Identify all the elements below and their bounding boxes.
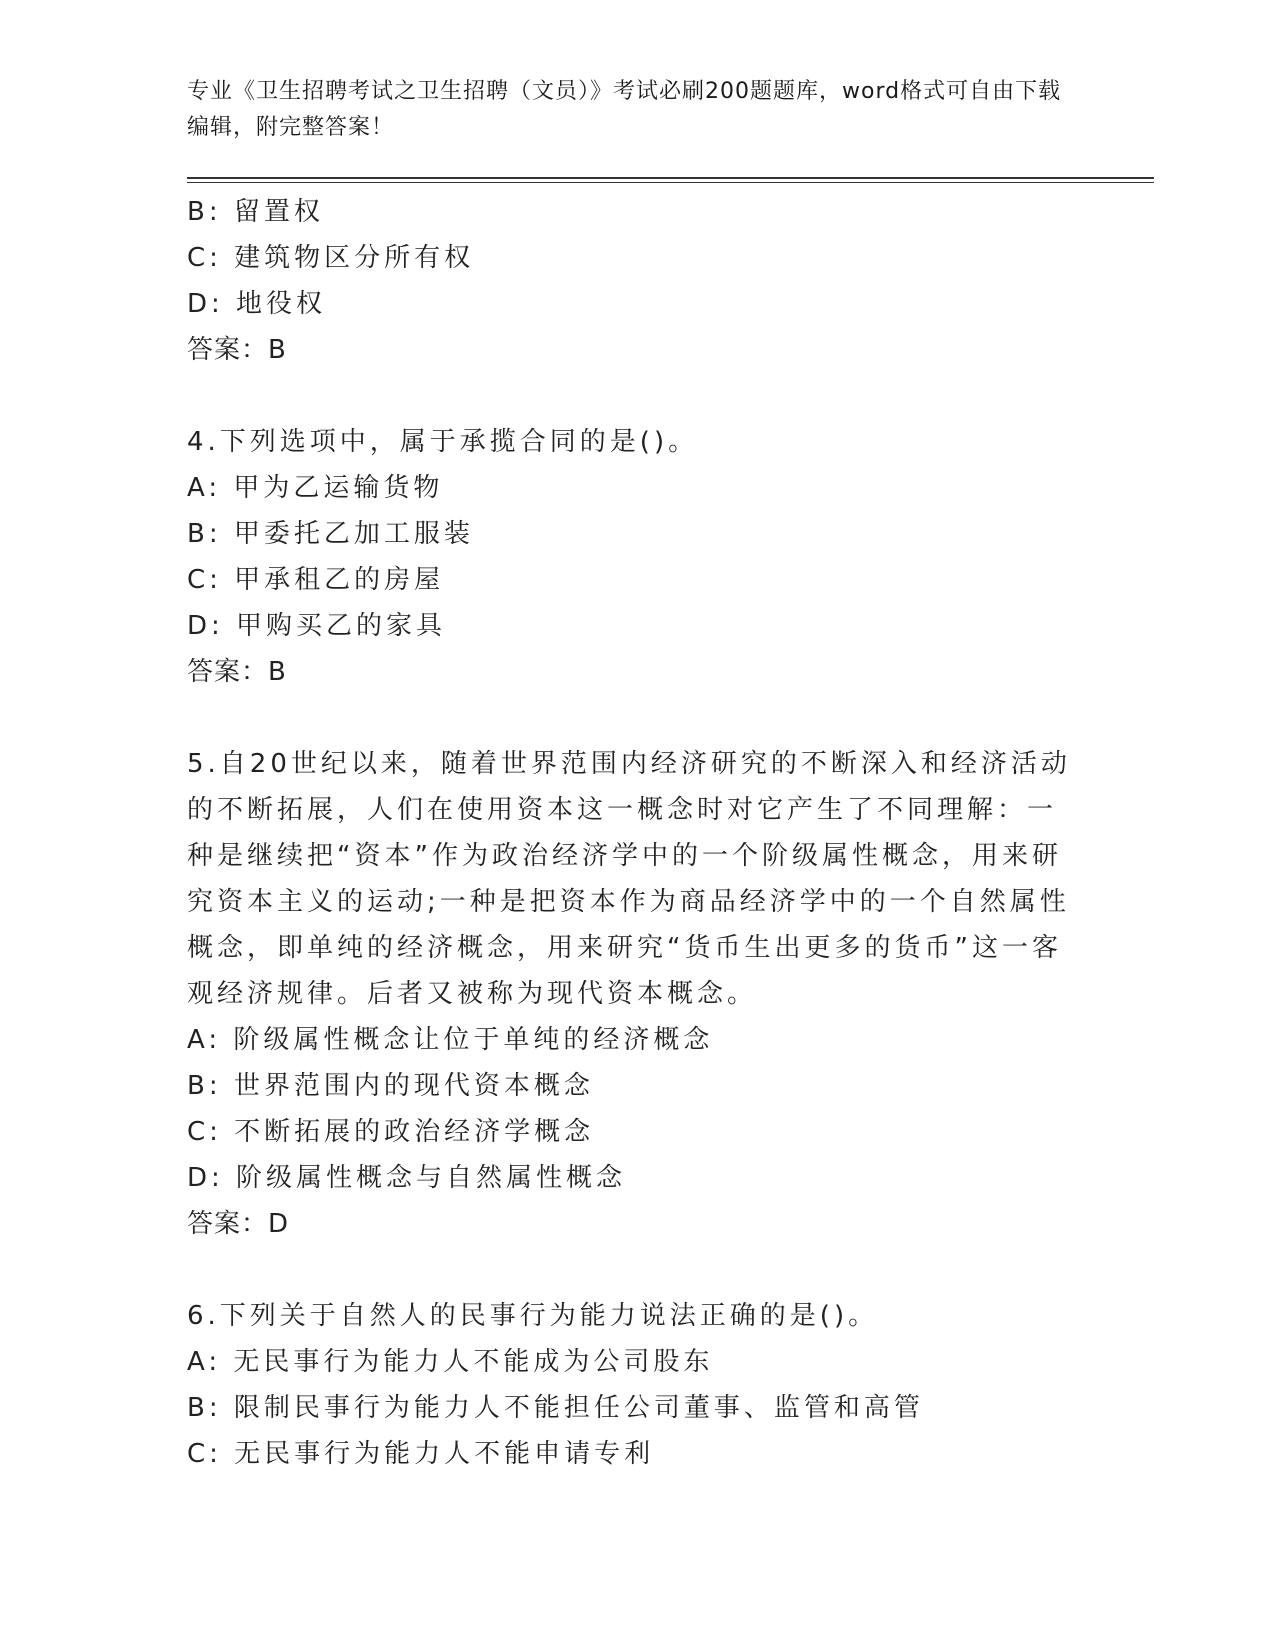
option-d: D: 地役权 [187, 289, 327, 319]
option-a: A: 甲为乙运输货物 [187, 473, 444, 503]
spacer [187, 1247, 1087, 1293]
option-d: D: 阶级属性概念与自然属性概念 [187, 1163, 627, 1193]
question-stem: 6.下列关于自然人的民事行为能力说法正确的是()。 [187, 1301, 879, 1331]
option-b: B: 甲委托乙加工服装 [187, 519, 474, 549]
answer-line: 答案：B [187, 657, 287, 687]
option-b: B: 限制民事行为能力人不能担任公司董事、监管和高管 [187, 1393, 924, 1423]
option-c: C: 甲承租乙的房屋 [187, 565, 445, 595]
answer-line: 答案：D [187, 1209, 290, 1239]
question-list [187, 189, 1087, 1477]
header-divider-thick [187, 177, 1154, 179]
question-4 [187, 419, 1087, 695]
option-b: B: 世界范围内的现代资本概念 [187, 1071, 594, 1101]
question-stem: 5.自20世纪以来，随着世界范围内经济研究的不断深入和经济活动的不断拓展，人们在使用资本这一概念时对它产生了不同理解：一种是继续把“资本”作为政治经济学中的一个阶级属性概念，用来研究资本主义的运动;一种是把资本作为商品经济学中的一个自然属性概念，即单纯的经济概念，用来研究“货币生出更多的货币”这一客观经济规律。后者又被称为现代资本概念。 [187, 749, 1071, 1009]
spacer [187, 695, 1087, 741]
question-stem: 4.下列选项中，属于承揽合同的是()。 [187, 427, 699, 457]
question-6 [187, 1293, 1087, 1477]
option-c: C: 建筑物区分所有权 [187, 243, 475, 273]
question-3-fragment [187, 189, 1087, 373]
header-divider-thin [187, 182, 1154, 183]
option-c: C: 不断拓展的政治经济学概念 [187, 1117, 595, 1147]
question-5 [187, 741, 1087, 1247]
spacer [187, 373, 1087, 419]
option-d: D: 甲购买乙的家具 [187, 611, 447, 641]
answer-line: 答案：B [187, 335, 287, 365]
option-a: A: 无民事行为能力人不能成为公司股东 [187, 1347, 714, 1377]
option-b: B: 留置权 [187, 197, 324, 227]
option-a: A: 阶级属性概念让位于单纯的经济概念 [187, 1025, 714, 1055]
option-c: C: 无民事行为能力人不能申请专利 [187, 1439, 655, 1469]
document-header: 专业《卫生招聘考试之卫生招聘（文员）》考试必刷200题题库，word格式可自由下载编辑，附完整答案！ [187, 79, 1062, 140]
